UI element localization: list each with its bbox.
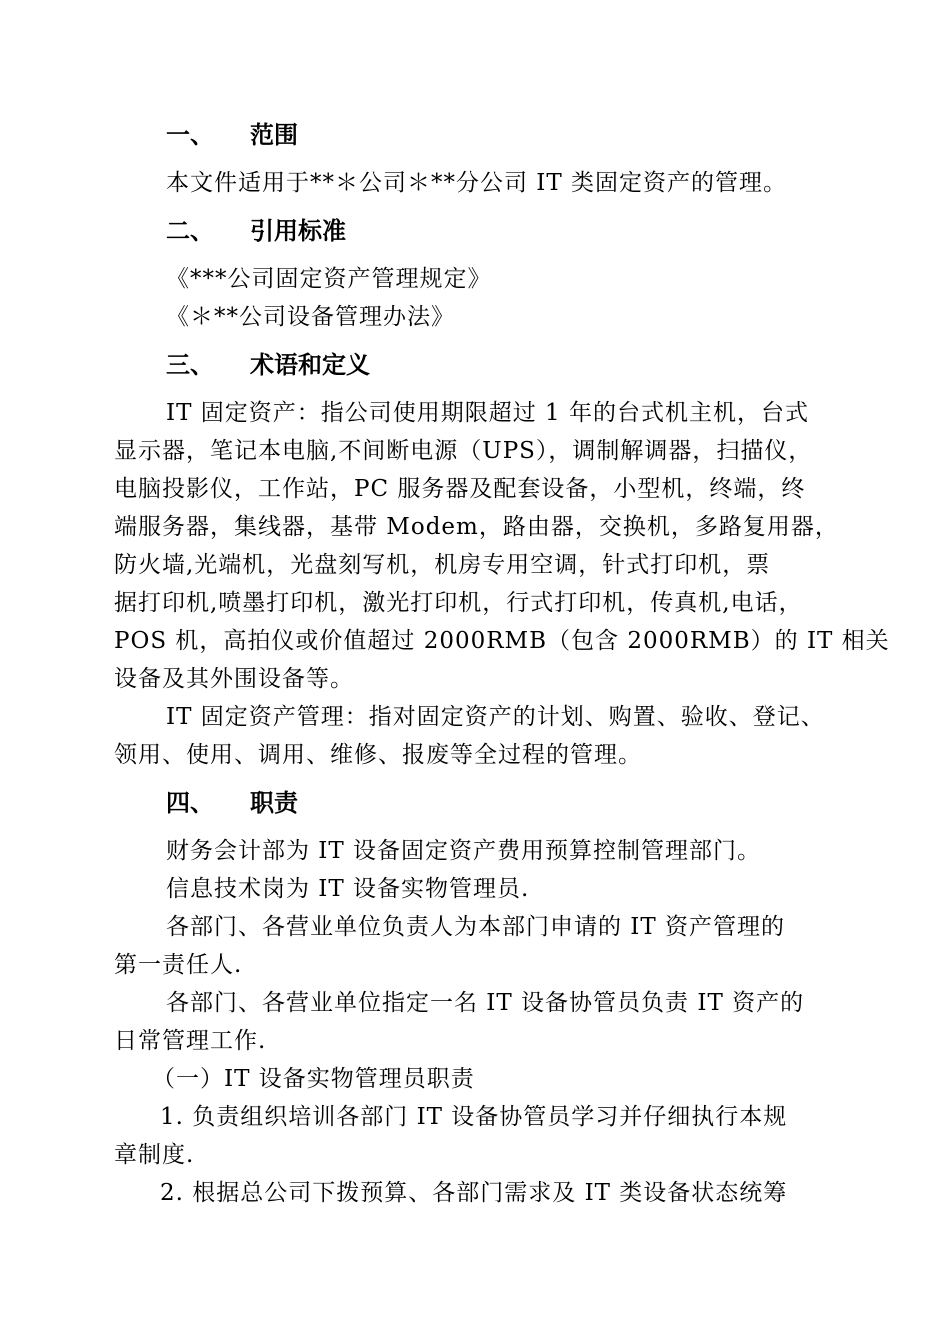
heading-title: 术语和定义	[250, 351, 370, 379]
paragraph-line: 各部门、各营业单位指定一名 IT 设备协管员负责 IT 资产的	[166, 990, 805, 1016]
paragraph-line: 财务会计部为 IT 设备固定资产费用预算控制管理部门。	[166, 838, 762, 864]
paragraph-line: POS 机，高拍仪或价值超过 2000RMB（包含 2000RMB）的 IT 相关	[114, 628, 890, 654]
heading-number: 一、	[166, 121, 214, 149]
section-heading-responsibilities	[166, 784, 298, 822]
list-item: 1. 负责组织培训各部门 IT 设备协管员学习并仔细执行本规	[160, 1104, 788, 1130]
paragraph-line: 第一责任人.	[114, 952, 243, 978]
paragraph-line: 日常管理工作.	[114, 1028, 267, 1054]
paragraph-line: IT 固定资产管理：指对固定资产的计划、购置、验收、登记、	[166, 704, 825, 730]
paragraph-line: 显示器，笔记本电脑,不间断电源（UPS），调制解调器，扫描仪，	[114, 438, 813, 464]
paragraph-line: 本文件适用于**＊公司＊**分公司 IT 类固定资产的管理。	[166, 170, 788, 196]
section-heading-terms	[166, 346, 370, 384]
paragraph-line: 领用、使用、调用、维修、报废等全过程的管理。	[114, 742, 642, 768]
heading-number: 二、	[166, 217, 214, 245]
reference-line: 《＊**公司设备管理办法》	[166, 304, 455, 330]
paragraph-line: 各部门、各营业单位负责人为本部门申请的 IT 资产管理的	[166, 914, 786, 940]
paragraph-line: 端服务器，集线器，基带 Modem，路由器，交换机，多路复用器，	[114, 514, 839, 540]
paragraph-line: 据打印机,喷墨打印机，激光打印机，行式打印机，传真机,电话，	[114, 590, 803, 616]
paragraph-line: 信息技术岗为 IT 设备实物管理员.	[166, 876, 530, 902]
paragraph-line: 设备及其外围设备等。	[114, 666, 354, 692]
list-item-continuation: 章制度.	[114, 1142, 195, 1168]
subsection-heading: （一）IT 设备实物管理员职责	[152, 1066, 475, 1092]
heading-number: 三、	[166, 351, 214, 379]
section-heading-scope	[166, 116, 298, 154]
heading-title: 职责	[250, 789, 298, 817]
paragraph-line: IT 固定资产：指公司使用期限超过 1 年的台式机主机，台式	[166, 400, 809, 426]
list-item: 2. 根据总公司下拨预算、各部门需求及 IT 类设备状态统筹	[160, 1180, 788, 1206]
section-heading-references	[166, 212, 346, 250]
paragraph-line: 电脑投影仪，工作站，PC 服务器及配套设备，小型机，终端，终	[114, 476, 806, 502]
paragraph-line: 防火墙,光端机，光盘刻写机，机房专用空调，针式打印机，票	[114, 552, 771, 578]
heading-title: 引用标准	[250, 217, 346, 245]
reference-line: 《***公司固定资产管理规定》	[166, 266, 492, 292]
heading-title: 范围	[250, 121, 298, 149]
heading-number: 四、	[166, 789, 214, 817]
